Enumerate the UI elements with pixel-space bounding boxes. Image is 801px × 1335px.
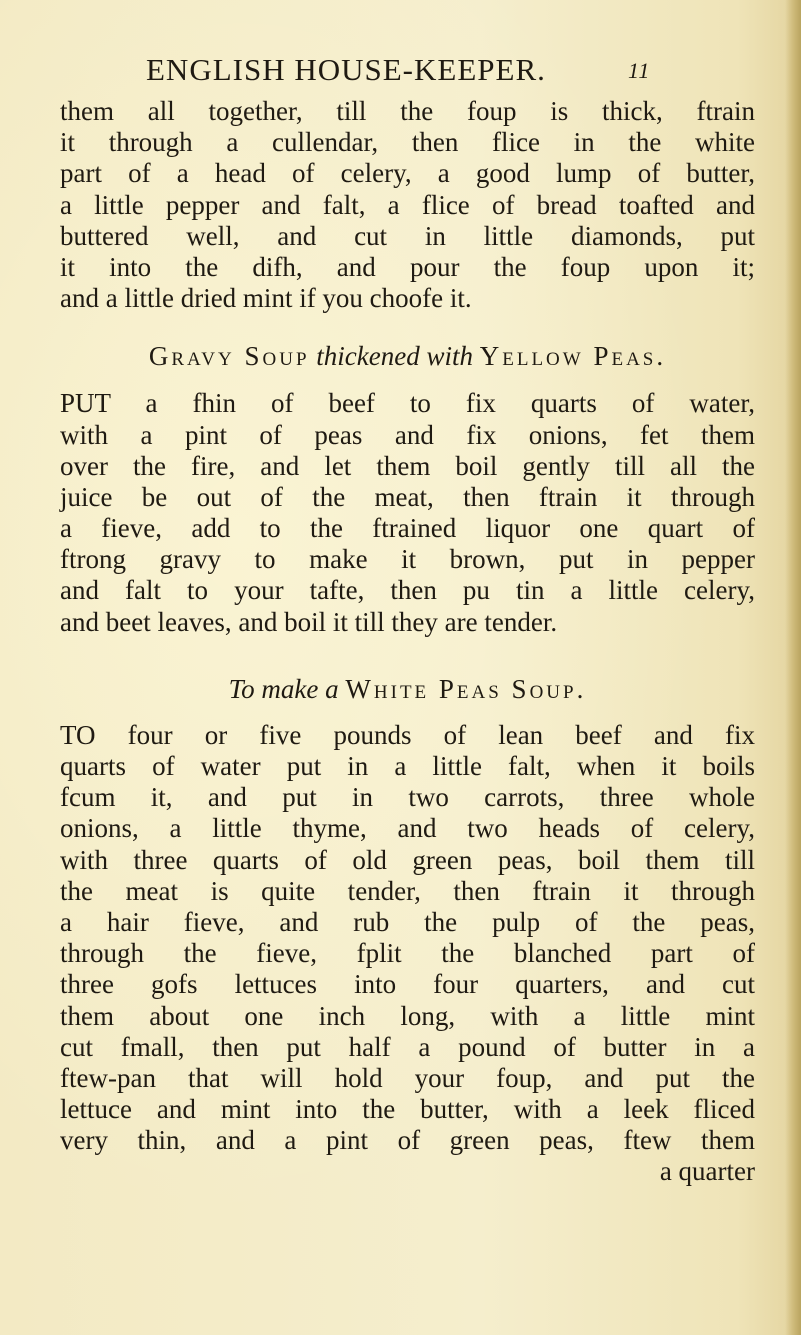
gravy-soup-paragraph (60, 388, 755, 638)
text-line: with a pint of peas and fix onions, fet them (60, 419, 755, 450)
text-line: ftew-pan that will hold your foup, and put the (60, 1062, 755, 1093)
white-peas-soup-paragraph (60, 720, 755, 1188)
page-body (60, 96, 755, 1188)
page-edge (785, 0, 801, 1335)
section-heading-white-peas-soup (60, 674, 755, 705)
text-line: them all together, till the foup is thick, ftrain (60, 96, 755, 126)
text-line: juice be out of the meat, then ftrain it through (60, 481, 755, 512)
text-line: onions, a little thyme, and two heads of celery, (60, 813, 755, 844)
heading-italic: To make a (228, 673, 339, 704)
text-line: and a little dried mint if you choofe it. (60, 283, 472, 314)
text-line: the meat is quite tender, then ftrain it through (60, 875, 755, 906)
text-line: and falt to your tafte, then pu tin a little celery, (60, 575, 755, 606)
text-line: a little pepper and falt, a flice of bread toafted and (60, 189, 755, 220)
text-line: lettuce and mint into the butter, with a leek fliced (60, 1094, 755, 1125)
text-line: over the fire, and let them boil gently till all the (60, 450, 755, 481)
text-line: them about one inch long, with a little mint (60, 1000, 755, 1031)
text-line: a fieve, add to the ftrained liquor one quart of (60, 513, 755, 544)
section-heading-gravy-soup (60, 341, 755, 372)
continuation-paragraph (60, 96, 755, 314)
text-line: it through a cullendar, then flice in the white (60, 127, 755, 158)
text-line: very thin, and a pint of green peas, ftew them (60, 1125, 755, 1156)
text-line: buttered well, and cut in little diamonds, put (60, 220, 755, 251)
text-line: through the fieve, fplit the blanched part of (60, 938, 755, 969)
text-line: a hair fieve, and rub the pulp of the peas, (60, 906, 755, 937)
heading-italic: thickened with (316, 341, 473, 372)
heading-part: Gravy Soup (148, 341, 310, 372)
heading-part: Yellow Peas. (479, 341, 667, 372)
text-line: TO four or five pounds of lean beef and fix (60, 719, 755, 750)
text-line: and beet leaves, and boil it till they are tender. (60, 606, 558, 637)
text-line: part of a head of celery, a good lump of butter, (60, 158, 755, 189)
text-line: it into the difh, and pour the foup upon it; (60, 251, 755, 282)
running-header (146, 52, 666, 88)
catchword: a quarter (659, 1156, 755, 1187)
text-line: cut fmall, then put half a pound of butter in a (60, 1031, 755, 1062)
text-line: fcum it, and put in two carrots, three whole (60, 782, 755, 813)
text-line: PUT a fhin of beef to fix quarts of water, (60, 388, 755, 419)
page-number: 11 (628, 58, 651, 83)
text-line: ftrong gravy to make it brown, put in pepper (60, 544, 755, 575)
running-title: ENGLISH HOUSE-KEEPER. (146, 52, 546, 87)
text-line: with three quarts of old green peas, boil them till (60, 844, 755, 875)
text-line: three gofs lettuces into four quarters, and cut (60, 969, 755, 1000)
heading-part: White Peas Soup. (345, 673, 587, 704)
text-line: quarts of water put in a little falt, when it boils (60, 751, 755, 781)
